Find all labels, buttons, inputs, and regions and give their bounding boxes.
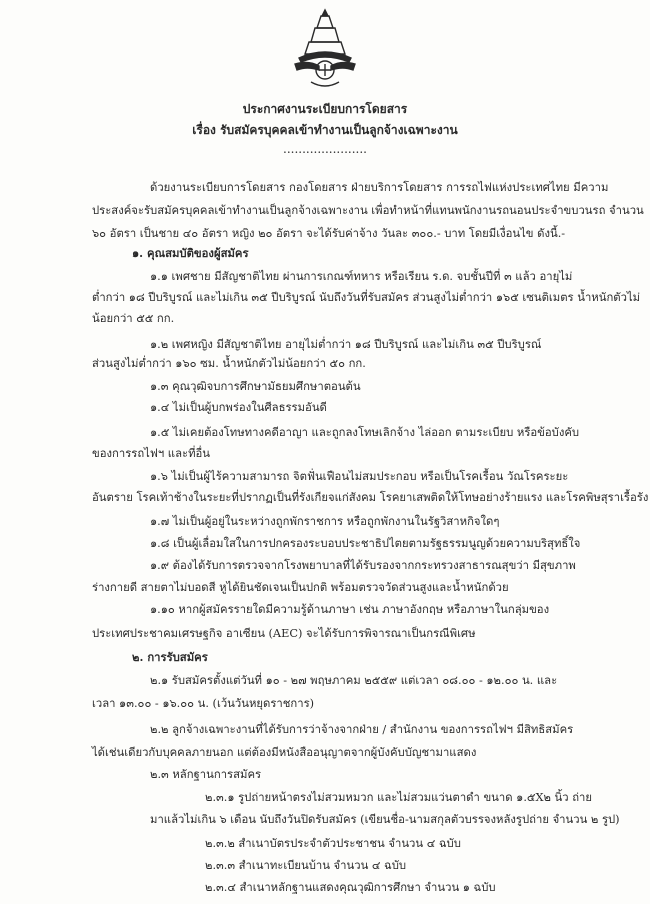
item-1-9-line-1: ๑.๙ ต้องได้รับการตรวจจากโรงพยาบาลที่ได้รับรองจากกระทรวงสาธารณสุขว่า มีสุขภาพ	[150, 559, 576, 572]
item-2-3: ๒.๓ หลักฐานการสมัคร	[150, 768, 262, 781]
item-1-6-line-1: ๑.๖ ไม่เป็นผู้ไร้ความสามารถ จิตฟั่นเฟือนไม่สมประกอบ หรือเป็นโรคเรื้อน วัณโรคระยะ	[150, 470, 569, 483]
item-1-5-line-2: ของการรถไฟฯ และที่อื่น	[92, 447, 211, 460]
item-2-2-line-2: ได้เช่นเดียวกับบุคคลภายนอก แต่ต้องมีหนังสืออนุญาตจากผู้บังคับบัญชามาแสดง	[92, 746, 477, 759]
section-2-title: ๒. การรับสมัคร	[132, 650, 208, 664]
section-1-title: ๑. คุณสมบัติของผู้สมัคร	[132, 246, 249, 260]
item-1-1-line-1: ๑.๑ เพศชาย มีสัญชาติไทย ผ่านการเกณฑ์ทหาร หรือเรียน ร.ด. จบชั้นปีที่ ๓ แล้ว อายุไม่	[150, 270, 573, 283]
item-1-4: ๑.๔ ไม่เป็นผู้บกพร่องในศีลธรรมอันดี	[150, 401, 327, 414]
item-1-7: ๑.๗ ไม่เป็นผู้อยู่ในระหว่างถูกพักราชการ หรือถูกพักงานในรัฐวิสาหกิจใดๆ	[150, 515, 500, 528]
item-2-2-line-1: ๒.๒ ลูกจ้างเฉพาะงานที่ได้รับการว่าจ้างจากฝ่าย / สำนักงาน ของการรถไฟฯ มีสิทธิสมัคร	[150, 723, 574, 736]
item-2-1-line-1: ๒.๑ รับสมัครตั้งแต่วันที่ ๑๐ - ๒๗ พฤษภาคม ๒๕๕๙ แต่เวลา ๐๘.๐๐ - ๑๒.๐๐ น. และ	[150, 674, 558, 687]
title-separator: ......................	[283, 142, 367, 156]
item-1-1-line-3: น้อยกว่า ๕๕ กก.	[92, 312, 175, 325]
item-2-1-line-2: เวลา ๑๓.๐๐ - ๑๖.๐๐ น. (เว้นวันหยุดราชการ)	[92, 697, 315, 710]
item-1-1-line-2: ต่ำกว่า ๑๘ ปีบริบูรณ์ และไม่เกิน ๓๕ ปีบริบูรณ์ นับถึงวันที่รับสมัคร ส่วนสูงไม่ต่ำกว่า ๑๖๕ เซนติเมตร น้ำหนักตัวไม่	[92, 291, 641, 304]
item-2-3-2: ๒.๓.๒ สำเนาบัตรประจำตัวประชาชน จำนวน ๔ ฉบับ	[205, 837, 461, 850]
item-1-10-line-2: ประเทศประชาคมเศรษฐกิจ อาเซียน (AEC) จะได้รับการพิจารณาเป็นกรณีพิเศษ	[92, 627, 476, 640]
intro-line-2: ประสงค์จะรับสมัครบุคคลเข้าทำงานเป็นลูกจ้างเฉพาะงาน เพื่อทำหน้าที่แทนพนักงานรถนอนประจำขบวนรถ จำนวน	[92, 204, 644, 217]
item-2-3-1-line-1: ๒.๓.๑ รูปถ่ายหน้าตรงไม่สวมหมวก และไม่สวมแว่นตาดำ ขนาด ๑.๕X๒ นิ้ว ถ่าย	[205, 791, 593, 804]
item-1-9-line-2: ร่างกายดี สายตาไม่บอดสี หูได้ยินชัดเจนเป็นปกติ พร้อมตรวจวัดส่วนสูงและน้ำหนักด้วย	[92, 581, 509, 594]
intro-line-3: ๖๐ อัตรา เป็นชาย ๔๐ อัตรา หญิง ๒๐ อัตรา จะได้รับค่าจ้าง วันละ ๓๐๐.- บาท โดยมีเงื่อนไข ดังนี้.-	[92, 227, 566, 240]
item-1-8: ๑.๘ เป็นผู้เลื่อมใสในการปกครองระบอบประชาธิปไตยตามรัฐธรรมนูญด้วยความบริสุทธิ์ใจ	[150, 537, 581, 550]
item-1-5-line-1: ๑.๕ ไม่เคยต้องโทษทางคดีอาญา และถูกลงโทษเลิกจ้าง ไล่ออก ตามระเบียบ หรือข้อบังคับ	[150, 426, 580, 439]
item-1-2-line-2: ส่วนสูงไม่ต่ำกว่า ๑๖๐ ซม. น้ำหนักตัวไม่น้อยกว่า ๕๐ กก.	[92, 357, 366, 370]
intro-line-1: ด้วยงานระเบียบการโดยสาร กองโดยสาร ฝ่ายบริการโดยสาร การรถไฟแห่งประเทศไทย มีความ	[150, 181, 609, 194]
document-title: ประกาศงานระเบียบการโดยสาร	[242, 102, 408, 116]
item-2-3-3: ๒.๓.๓ สำเนาทะเบียนบ้าน จำนวน ๔ ฉบับ	[205, 859, 407, 872]
railway-emblem-icon	[291, 6, 359, 90]
item-2-3-1-line-2: มาแล้วไม่เกิน ๖ เดือน นับถึงวันปิดรับสมัคร (เขียนชื่อ-นามสกุลตัวบรรจงหลังรูปถ่าย จำนวน ๒ รูป)	[150, 813, 620, 826]
item-2-3-4: ๒.๓.๔ สำเนาหลักฐานแสดงคุณวุฒิการศึกษา จำนวน ๑ ฉบับ	[205, 881, 496, 894]
item-1-2-line-1: ๑.๒ เพศหญิง มีสัญชาติไทย อายุไม่ต่ำกว่า ๑๘ ปีบริบูรณ์ และไม่เกิน ๓๕ ปีบริบูรณ์	[150, 338, 542, 351]
item-1-3: ๑.๓ คุณวุฒิจบการศึกษามัธยมศึกษาตอนต้น	[150, 380, 361, 393]
item-1-10-line-1: ๑.๑๐ หากผู้สมัครรายใดมีความรู้ด้านภาษา เช่น ภาษาอังกฤษ หรือภาษาในกลุ่มของ	[150, 603, 550, 616]
document-subject: เรื่อง รับสมัครบุคคลเข้าทำงานเป็นลูกจ้างเฉพาะงาน	[192, 123, 458, 137]
item-1-6-line-2: อันตราย โรคเท้าช้างในระยะที่ปรากฏเป็นที่รังเกียจแก่สังคม โรคยาเสพติดให้โทษอย่างร้ายแรง และโรคพิษสุราเรื้อรัง	[92, 491, 649, 504]
